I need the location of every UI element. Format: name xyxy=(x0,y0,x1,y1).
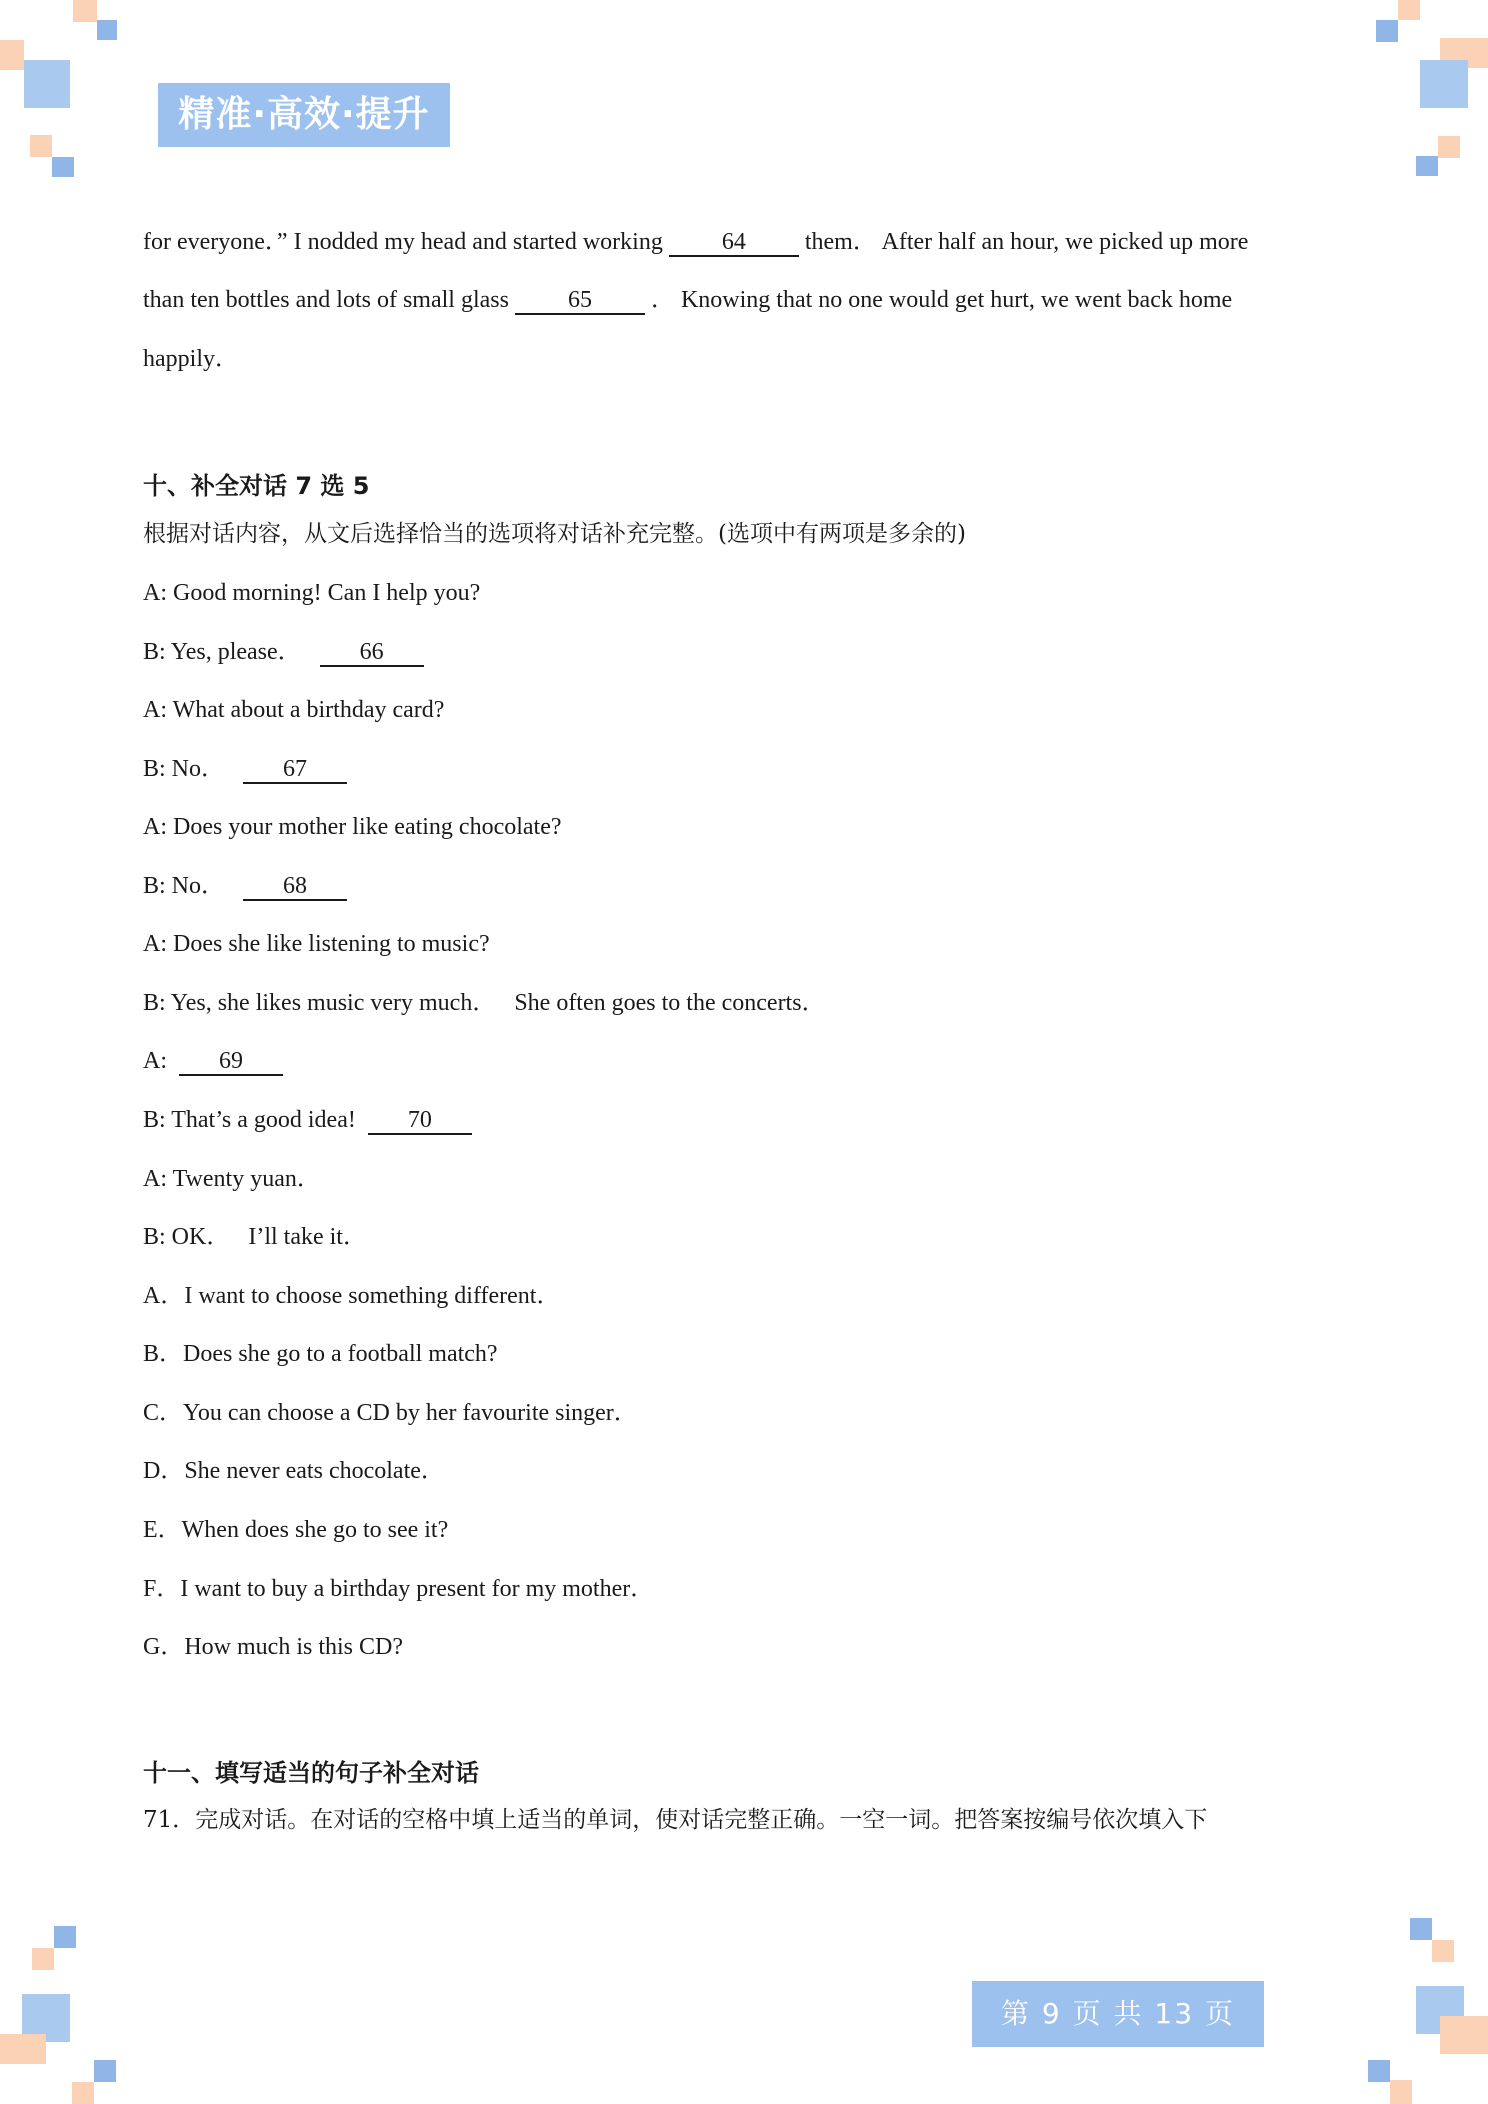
passage-text: them． After half an hour, we picked up more xyxy=(804,229,1249,255)
answer-blank-66[interactable]: 66 xyxy=(320,639,424,667)
dialogue-line xyxy=(143,636,424,668)
dialogue-line xyxy=(143,1104,472,1136)
option-a: A．I want to choose something different． xyxy=(143,1283,561,1309)
dialogue-text: B: Yes, she likes music very much． She often goes to the concerts． xyxy=(143,990,826,1016)
dialogue-text: B: OK． I’ll take it． xyxy=(143,1224,367,1250)
passage-text: for everyone．” I nodded my head and started working xyxy=(143,229,663,255)
dialogue-text: A: xyxy=(143,1048,173,1074)
option-b: B．Does she go to a football match? xyxy=(143,1341,498,1367)
option-f: F．I want to buy a birthday present for my mother． xyxy=(143,1576,655,1602)
section-instruction: 根据对话内容，从文后选择恰当的选项将对话补充完整。(选项中有两项是多余的) xyxy=(143,521,966,547)
option-g: G．How much is this CD? xyxy=(143,1634,403,1660)
corner-decoration xyxy=(1440,2016,1488,2054)
corner-decoration xyxy=(30,135,52,157)
corner-decoration xyxy=(1376,20,1398,42)
dialogue-line xyxy=(143,870,347,902)
dialogue-line xyxy=(143,694,444,726)
corner-decoration xyxy=(1432,1940,1454,1962)
option-e: E．When does she go to see it? xyxy=(143,1517,449,1543)
dialogue-line xyxy=(143,1045,283,1077)
dialogue-text: B: That’s a good idea! xyxy=(143,1107,362,1133)
dialogue-text: A: Good morning! Can I help you? xyxy=(143,580,481,606)
dialogue-text: B: No． xyxy=(143,756,238,782)
corner-decoration xyxy=(1416,156,1438,176)
corner-decoration xyxy=(0,40,24,70)
section-heading: 十一、填写适当的句子补全对话 xyxy=(143,1759,479,1787)
corner-decoration xyxy=(54,1926,76,1948)
question-71: 71．完成对话。在对话的空格中填上适当的单词，使对话完整正确。一空一词。把答案按编号依次填入下 xyxy=(143,1807,1208,1833)
dialogue-line xyxy=(143,1163,321,1195)
corner-decoration xyxy=(1438,136,1460,158)
answer-blank-65[interactable]: 65 xyxy=(515,287,645,315)
corner-decoration xyxy=(73,0,97,22)
dialogue-text: A: Does she like listening to music? xyxy=(143,931,490,957)
dialogue-line xyxy=(143,987,826,1019)
corner-decoration xyxy=(32,1948,54,1970)
corner-decoration xyxy=(97,20,117,40)
passage-line xyxy=(143,226,1248,258)
passage-text: ． Knowing that no one would get hurt, we went back home xyxy=(650,287,1233,313)
corner-decoration xyxy=(24,60,70,108)
passage-line: happily． xyxy=(143,346,239,372)
corner-decoration xyxy=(1410,1918,1432,1940)
dialogue-line xyxy=(143,1221,367,1253)
corner-decoration xyxy=(52,157,74,177)
corner-decoration xyxy=(0,2034,46,2064)
page-number: 第 9 页 共 13 页 xyxy=(972,1981,1264,2047)
answer-blank-67[interactable]: 67 xyxy=(243,756,347,784)
dialogue-text: A: Does your mother like eating chocolate? xyxy=(143,814,562,840)
corner-decoration xyxy=(94,2060,116,2082)
dialogue-line xyxy=(143,928,490,960)
corner-decoration xyxy=(1390,2080,1412,2104)
dialogue-text: B: Yes, please． xyxy=(143,639,314,665)
option-c: C．You can choose a CD by her favourite singer． xyxy=(143,1400,638,1426)
dialogue-line xyxy=(143,577,480,609)
corner-decoration xyxy=(1398,0,1420,20)
passage-text: than ten bottles and lots of small glass xyxy=(143,287,509,313)
passage-line xyxy=(143,284,1232,316)
answer-blank-70[interactable]: 70 xyxy=(368,1107,472,1135)
section-heading: 十、补全对话 7 选 5 xyxy=(143,472,370,500)
answer-blank-69[interactable]: 69 xyxy=(179,1048,283,1076)
option-d: D．She never eats chocolate． xyxy=(143,1458,445,1484)
dialogue-text: A: What about a birthday card? xyxy=(143,697,445,723)
dialogue-line xyxy=(143,811,562,843)
dialogue-line xyxy=(143,753,347,785)
corner-decoration xyxy=(1368,2060,1390,2082)
answer-blank-68[interactable]: 68 xyxy=(243,873,347,901)
dialogue-text: A: Twenty yuan． xyxy=(143,1166,321,1192)
corner-decoration xyxy=(72,2082,94,2104)
answer-blank-64[interactable]: 64 xyxy=(669,229,799,257)
corner-decoration xyxy=(1420,60,1468,108)
dialogue-text: B: No． xyxy=(143,873,238,899)
brand-banner: 精准·高效·提升 xyxy=(158,83,450,147)
